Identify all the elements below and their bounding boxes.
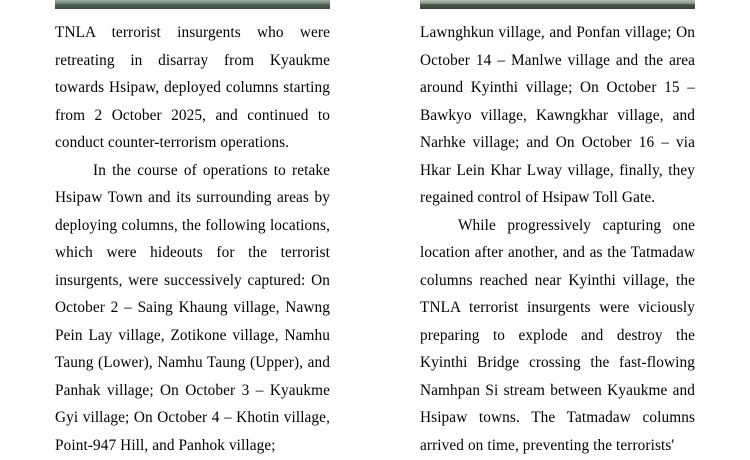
left-column-photo xyxy=(55,0,330,9)
photo-ground-region xyxy=(420,4,695,9)
left-column-body xyxy=(55,9,330,459)
right-column-photo xyxy=(420,0,695,9)
paragraph: TNLA terrorist insurgents who were retreating in disarray from Kyaukme towards Hsipaw, deployed columns starting from 2 October 2025, and continued to conduct counter-terrorism operations. xyxy=(55,24,330,151)
right-column xyxy=(375,0,750,460)
right-column-body xyxy=(420,9,695,459)
paragraph: In the course of operations to retake Hsipaw Town and its surrounding areas by deploying columns, the following locations, which were hideouts for the terrorist insurgents, were successively captured: On October 2 – Saing Khaung village, Nawng Pein Lay village, Zotikone village, Namhu Taung (Lower), Namhu Taung (Upper), and Panhak village; On October 3 – Kyaukme Gyi village; On October 4 – Khotin village, Point-947 Hill, and Panhok village; xyxy=(55,161,330,454)
paragraph: Lawnghkun village, and Ponfan village; On October 14 – Manlwe village and the area around Kyinthi village; On October 15 – Bawkyo village, Kawngkhar village, and Narhke village; and On October 16 – via Hkar Lein Khar Lway village, finally, they regained control of Hsipaw Toll Gate. xyxy=(420,24,695,206)
paragraph: While progressively capturing one location after another, and as the Tatmadaw columns reached near Kyinthi village, the TNLA terrorist insurgents were viciously preparing to explode and destroy the Kyinthi Bridge crossing the fast-flowing Namhpan Si stream between Kyaukme and Hsipaw towns. The Tatmadaw columns arrived on time, preventing the terrorists' xyxy=(420,216,695,454)
photo-ground-region xyxy=(55,4,330,9)
